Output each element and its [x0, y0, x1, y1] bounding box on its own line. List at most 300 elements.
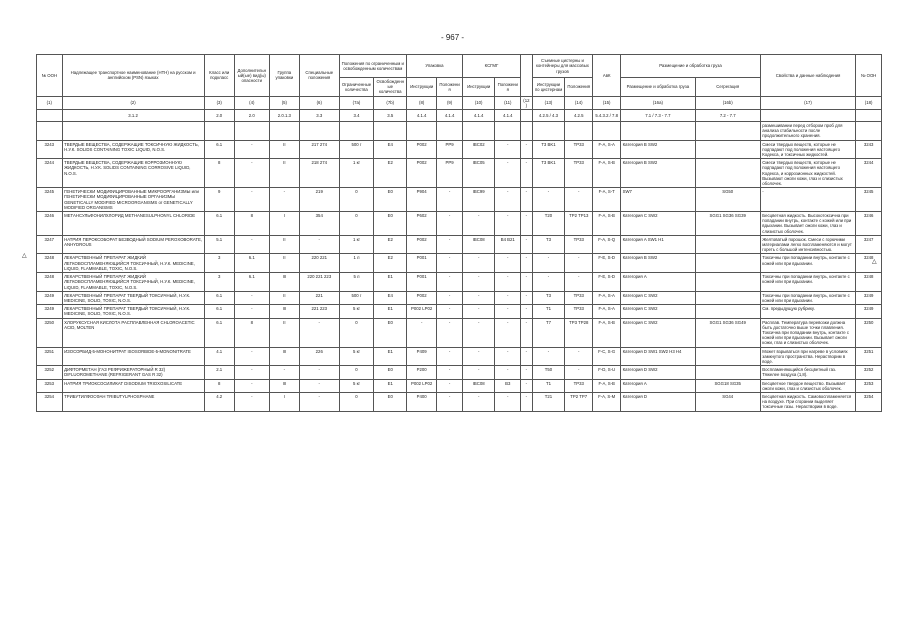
cell-ibi: - — [462, 273, 495, 292]
cell-pp: - — [437, 379, 463, 392]
cell-sub: 6.1 — [234, 273, 269, 292]
cell-un — [37, 122, 63, 141]
cell-un2: 3243 — [856, 140, 882, 159]
cell-pg: II — [269, 159, 299, 188]
column-number: (9) — [437, 96, 463, 109]
cell-x: - — [521, 188, 533, 212]
cell-prop: Расплав. Температура перевозки должна быть достаточно выше точки плавления. Токсична при попадании внутрь, контакте с кожей или при вдыхании. Вызывает ожоги кожи, глаз и слизистых оболочек. — [760, 318, 855, 347]
cell-sub: - — [234, 235, 269, 254]
cell-sto: Категория A — [621, 379, 695, 392]
cell-sub: - — [234, 392, 269, 411]
table-row — [37, 379, 882, 392]
cell-un2: 3250 — [856, 318, 882, 347]
cell-name: ТВЕРДЫЕ ВЕЩЕСТВА, СОДЕРЖАЩИЕ ТОКСИЧНУЮ ЖИДКОСТЬ, Н.У.К. SOLIDS CONTAINING TOXIC LIQUID, N.O.S. — [62, 140, 204, 159]
cell-cls: 8 — [204, 379, 234, 392]
cell-ibi: - — [462, 291, 495, 304]
cell-sp: 221 — [299, 291, 339, 304]
cell-prop: Бесцветная жидкость. Высокотоксична при попадании внутрь, контакте с кожей или при вдыхании. Вызывает ожоги кожи, глаз и слизистых оболочек. — [760, 212, 855, 236]
cell-x: - — [521, 254, 533, 273]
cell-un2: 3254 — [856, 392, 882, 411]
col-tank-i: Инструкции по цистернам — [532, 78, 565, 97]
cell-ibi: IBC02 — [462, 140, 495, 159]
cell-pp: - — [437, 318, 463, 347]
cell-cls: 6.1 — [204, 305, 234, 318]
cell-pg: II — [269, 235, 299, 254]
cell-ems: F-A, S-A — [593, 140, 621, 159]
cell-pi — [407, 122, 437, 141]
cell-pg: III — [269, 273, 299, 292]
cell-pg: I — [269, 392, 299, 411]
cell-name — [62, 122, 204, 141]
cell-x: - — [521, 273, 533, 292]
cell-name: ЛЕКАРСТВЕННЫЙ ПРЕПАРАТ ТВЕРДЫЙ ТОКСИЧНЫЙ, Н.У.К. MEDICINE, SOLID, TOXIC, N.O.S. — [62, 305, 204, 318]
cell-pi: P200 — [407, 366, 437, 379]
cell-lq: 500 г — [339, 291, 374, 304]
cell-prop: Бесцветное твердое вещество. Вызывает ожоги кожи, глаз и слизистых оболочек. — [760, 379, 855, 392]
col-subsidiary: Дополнительный(ые) вид(ы) опасности — [234, 55, 269, 97]
cell-pg: III — [269, 379, 299, 392]
cell-ti: - — [532, 273, 565, 292]
cell-pp: PP9 — [437, 140, 463, 159]
cell-un: 3245 — [37, 188, 63, 212]
cell-seg — [695, 235, 760, 254]
cell-pi: P002 — [407, 140, 437, 159]
column-ref — [521, 110, 533, 122]
cell-un2: 3245 — [856, 188, 882, 212]
column-ref: 4.2.5 — [565, 110, 593, 122]
cell-x: - — [521, 212, 533, 236]
col-name: Надлежащее транспортное наименование (НТН) на русском и английском (PSN) языках — [62, 55, 204, 97]
col-pi: Инструкции — [407, 78, 437, 97]
cell-eq: E1 — [374, 273, 407, 292]
cell-prop: Воспламеняющийся бесцветный газ. Тяжелее воздуха (1,8). — [760, 366, 855, 379]
cell-cls: 6.1 — [204, 291, 234, 304]
cell-ti: T1 — [532, 379, 565, 392]
column-number: (2) — [62, 96, 204, 109]
cell-un2 — [856, 122, 882, 141]
cell-ems: F-A, S-T — [593, 188, 621, 212]
cell-sp: - — [299, 318, 339, 347]
cell-pi: P602 — [407, 212, 437, 236]
column-number: (11) — [495, 96, 521, 109]
col-tank-group: Съемные цистерны и контейнеры для массовых грузов — [532, 55, 593, 78]
cell-prop: Токсичны при попадании внутрь, контакте с кожей или при вдыхании. — [760, 273, 855, 292]
cell-seg — [695, 122, 760, 141]
cell-seg: SG50 — [695, 188, 760, 212]
cell-ems: F-A, S-M — [593, 392, 621, 411]
cell-pp: - — [437, 392, 463, 411]
cell-seg — [695, 347, 760, 366]
column-number: (3) — [204, 96, 234, 109]
col-blank — [521, 55, 533, 97]
cell-sp: 221 223 — [299, 305, 339, 318]
col-limited-group: Положения по ограниченным и освобожденным количествам — [339, 55, 407, 78]
column-ref: 3.3 — [299, 110, 339, 122]
cell-ti: T21 — [532, 392, 565, 411]
cell-eq — [374, 122, 407, 141]
cell-eq: E0 — [374, 318, 407, 347]
cell-cls: 5.1 — [204, 235, 234, 254]
cell-ibp: - — [495, 392, 521, 411]
cell-ems: F-E, S-D — [593, 254, 621, 273]
cell-ibi: IBC08 — [462, 379, 495, 392]
cell-pg: - — [269, 366, 299, 379]
cell-x: - — [521, 159, 533, 188]
cell-un: 3249 — [37, 291, 63, 304]
column-number: (18) — [856, 96, 882, 109]
cell-pg: II — [269, 318, 299, 347]
cell-un: 3247 — [37, 235, 63, 254]
cell-pi: P002 — [407, 235, 437, 254]
cell-sto: SW7 — [621, 188, 695, 212]
cell-pg: II — [269, 254, 299, 273]
change-marker-right: △ — [872, 259, 877, 265]
cell-lq: 0 — [339, 366, 374, 379]
cell-prop: Может взрываться при нагреве в условиях замкнутого пространства. Нерастворим в воде. — [760, 347, 855, 366]
column-number: (13) — [532, 96, 565, 109]
cell-ti: T7 — [532, 318, 565, 347]
table-row — [37, 392, 882, 411]
cell-seg: SGG1 SG36 SG39 — [695, 212, 760, 236]
page-number: - 967 - — [440, 33, 465, 42]
cell-ibp: - — [495, 212, 521, 236]
cell-un: 3246 — [37, 212, 63, 236]
table-row — [37, 318, 882, 347]
cell-un: 3243 — [37, 140, 63, 159]
cell-pg — [269, 122, 299, 141]
cell-lq: 1 кг — [339, 235, 374, 254]
cell-ems: F-A, S-B — [593, 212, 621, 236]
column-number: (16b) — [695, 96, 760, 109]
cell-prop: Смеси твердых веществ, которые не подпадают под положения настоящего Кодекса, и коррозионных жидкостей. Вызывают ожоги кожи, глаз и слизистых оболочек. — [760, 159, 855, 188]
cell-tp: TP33 — [565, 235, 593, 254]
cell-un: 3251 — [37, 347, 63, 366]
cell-ibp: - — [495, 318, 521, 347]
cell-sto: Категория A SW1 H1 — [621, 235, 695, 254]
cell-prop: Смеси твердых веществ, которые не подпадают под положения настоящего Кодекса, и токсичных жидкостей. — [760, 140, 855, 159]
table-row — [37, 140, 882, 159]
cell-ibp: B3 — [495, 379, 521, 392]
cell-name: ЛЕКАРСТВЕННЫЙ ПРЕПАРАТ ЖИДКИЙ ЛЕГКОВОСПЛАМЕНЯЮЩИЙСЯ ТОКСИЧНЫЙ, Н.У.К. MEDICINE, LIQUID, FLAMMABLE, TOXIC, N.O.S. — [62, 273, 204, 292]
cell-pp — [437, 122, 463, 141]
cell-un: 3244 — [37, 159, 63, 188]
cell-un2: 3252 — [856, 366, 882, 379]
table-row — [37, 305, 882, 318]
cell-lq: 5 кг — [339, 347, 374, 366]
cell-ibi — [462, 122, 495, 141]
cell-pg: III — [269, 347, 299, 366]
cell-pi: - — [407, 318, 437, 347]
cell-cls — [204, 122, 234, 141]
cell-un2: 3247 — [856, 235, 882, 254]
cell-sto: Категория C SW2 — [621, 212, 695, 236]
cell-eq: E0 — [374, 366, 407, 379]
cell-prop: - — [760, 188, 855, 212]
cell-cls: 6.1 — [204, 140, 234, 159]
cell-ems: F-A, S-B — [593, 159, 621, 188]
cell-ti: T3 — [532, 291, 565, 304]
cell-ibp: - — [495, 254, 521, 273]
table-row — [37, 366, 882, 379]
cell-tp: TP2 TP13 — [565, 212, 593, 236]
col-stowage: Размещение и обработка груза — [621, 55, 761, 78]
cell-ems: F-C, S-G — [593, 347, 621, 366]
cell-ems: F-D, S-U — [593, 366, 621, 379]
cell-ibp: - — [495, 366, 521, 379]
cell-lq: 0 — [339, 212, 374, 236]
cell-cls: 6.1 — [204, 318, 234, 347]
cell-tp: TP33 — [565, 140, 593, 159]
cell-eq: E2 — [374, 254, 407, 273]
cell-ibi: - — [462, 366, 495, 379]
cell-sp: - — [299, 392, 339, 411]
table-row — [37, 159, 882, 188]
cell-pp: - — [437, 235, 463, 254]
cell-sub: - — [234, 305, 269, 318]
cell-seg: SG44 — [695, 392, 760, 411]
cell-lq — [339, 122, 374, 141]
col-un: № ООН — [37, 55, 63, 97]
cell-pi: P002 — [407, 159, 437, 188]
cell-x: - — [521, 347, 533, 366]
cell-lq: 0 — [339, 318, 374, 347]
cell-un: 3254 — [37, 392, 63, 411]
cell-ibp: - — [495, 159, 521, 188]
cell-ibp: B4 B21 — [495, 235, 521, 254]
cell-eq: E4 — [374, 291, 407, 304]
col-sp: Специальные положения — [299, 55, 339, 97]
cell-sto: Категория D — [621, 392, 695, 411]
cell-ibi: IBC05 — [462, 159, 495, 188]
cell-prop: См. предыдущую рубрику. — [760, 305, 855, 318]
cell-eq: E1 — [374, 379, 407, 392]
cell-ibp: - — [495, 305, 521, 318]
cell-un2: 3249 — [856, 291, 882, 304]
col-ems: АвК — [593, 55, 621, 97]
cell-sp: 218 274 — [299, 159, 339, 188]
cell-x: - — [521, 235, 533, 254]
cell-tp: - — [565, 254, 593, 273]
column-ref — [856, 110, 882, 122]
cell-pg: I — [269, 212, 299, 236]
cell-seg — [695, 366, 760, 379]
cell-seg — [695, 140, 760, 159]
cell-x: - — [521, 291, 533, 304]
cell-sto: Категория D SW2 — [621, 366, 695, 379]
cell-x — [521, 122, 533, 141]
column-numbers-row — [37, 96, 882, 109]
column-ref: 4.1.4 — [407, 110, 437, 122]
column-ref: 3.1.2 — [62, 110, 204, 122]
cell-pg: - — [269, 188, 299, 212]
cell-pp: - — [437, 273, 463, 292]
cell-lq: 500 г — [339, 140, 374, 159]
table-row — [37, 235, 882, 254]
cell-pp: - — [437, 291, 463, 304]
cell-un: 3252 — [37, 366, 63, 379]
cell-cls: 4.1 — [204, 347, 234, 366]
cell-tp: TP33 — [565, 159, 593, 188]
cell-un: 3250 — [37, 318, 63, 347]
column-ref: 4.1.4 — [437, 110, 463, 122]
cell-tp: TP33 — [565, 291, 593, 304]
cell-name: ТВЕРДЫЕ ВЕЩЕСТВА, СОДЕРЖАЩИЕ КОРРОЗИОННУЮ ЖИДКОСТЬ, Н.У.К. SOLIDS CONTAINING CORROSIVE LIQUID, N.O.S. — [62, 159, 204, 188]
cell-pg: II — [269, 291, 299, 304]
cell-sto — [621, 122, 695, 141]
cell-sub: 6.1 — [234, 254, 269, 273]
cell-name: ЛЕКАРСТВЕННЫЙ ПРЕПАРАТ ЖИДКИЙ ЛЕГКОВОСПЛАМЕНЯЮЩИЙСЯ ТОКСИЧНЫЙ, Н.У.К. MEDICINE, LIQUID, FLAMMABLE, TOXIC, N.O.S. — [62, 254, 204, 273]
cell-pi: P001 — [407, 273, 437, 292]
cell-x: - — [521, 140, 533, 159]
cell-lq: 1 л — [339, 254, 374, 273]
cell-ems: F-A, S-A — [593, 305, 621, 318]
cell-ems: F-A, S-B — [593, 379, 621, 392]
cell-seg — [695, 305, 760, 318]
column-number: (4) — [234, 96, 269, 109]
cell-sub: - — [234, 291, 269, 304]
cell-x: - — [521, 379, 533, 392]
cell-sp: 220 221 223 — [299, 273, 339, 292]
cell-name: НАТРИЯ ТРИОКСОСИЛИКАТ DISODIUM TRIOXOSILICATE — [62, 379, 204, 392]
column-ref — [37, 110, 63, 122]
cell-name: ИЗОСОРБИД-5-МОНОНИТРАТ ISOSORBIDE-5-MONONITRATE — [62, 347, 204, 366]
cell-sp: 354 — [299, 212, 339, 236]
cell-un: 3253 — [37, 379, 63, 392]
column-ref: 3.4 — [339, 110, 374, 122]
cell-pp: - — [437, 188, 463, 212]
cell-sp: 217 274 — [299, 140, 339, 159]
cell-ti: T3 — [532, 235, 565, 254]
cell-ti: T20 — [532, 212, 565, 236]
table-row — [37, 273, 882, 292]
cell-sub: - — [234, 140, 269, 159]
column-ref — [760, 110, 855, 122]
cell-tp: - — [565, 347, 593, 366]
cell-ti: T1 — [532, 305, 565, 318]
cell-sub: - — [234, 379, 269, 392]
cell-seg — [695, 159, 760, 188]
col-pg: Группа упаковки — [269, 55, 299, 97]
column-ref: 4.1.4 — [495, 110, 521, 122]
cell-ems — [593, 122, 621, 141]
cell-name: НАТРИЯ ПЕРОКСОБОРАТ БЕЗВОДНЫЙ SODIUM PEROXOBORATE, ANHYDROUS — [62, 235, 204, 254]
cell-pp: - — [437, 305, 463, 318]
cell-cls: 8 — [204, 159, 234, 188]
cell-un2: 3246 — [856, 212, 882, 236]
cell-sp: 220 221 — [299, 254, 339, 273]
cell-sub: - — [234, 188, 269, 212]
cell-un2: 3248 — [856, 273, 882, 292]
cell-ti: - — [532, 254, 565, 273]
cell-pi: P001 — [407, 254, 437, 273]
cell-sto: Категория B SW2 — [621, 140, 695, 159]
cell-un2: 3251 — [856, 347, 882, 366]
cell-lq: 0 — [339, 188, 374, 212]
change-marker-left: △ — [22, 253, 27, 259]
cell-ems: F-A, S-A — [593, 291, 621, 304]
cell-pp: - — [437, 212, 463, 236]
cell-ems: F-A, S-Q — [593, 235, 621, 254]
cell-seg — [695, 254, 760, 273]
col-class: Класс или подкласс — [204, 55, 234, 97]
cell-ibi: - — [462, 254, 495, 273]
cell-ibp: - — [495, 188, 521, 212]
column-number: (17) — [760, 96, 855, 109]
cell-sto: Категория D SW1 SW2 H3 H4 — [621, 347, 695, 366]
cell-un: 3248 — [37, 254, 63, 273]
cell-cls: 2.1 — [204, 366, 234, 379]
cell-name: ХЛОРУКСУСНАЯ КИСЛОТА РАСПЛАВЛЕННАЯ CHLOROACETIC ACID, MOLTEN — [62, 318, 204, 347]
column-ref: 4.2.5 / 4.3 — [532, 110, 565, 122]
cell-tp: TP33 — [565, 305, 593, 318]
col-pp: Положения — [437, 78, 463, 97]
cell-sub: 8 — [234, 212, 269, 236]
cell-cls: 3 — [204, 273, 234, 292]
column-ref: 7.2 - 7.7 — [695, 110, 760, 122]
cell-un2: 3253 — [856, 379, 882, 392]
column-ref: 3.5 — [374, 110, 407, 122]
cell-tp: TP3 TP28 — [565, 318, 593, 347]
cell-sp: 219 — [299, 188, 339, 212]
cell-cls: 6.1 — [204, 212, 234, 236]
cell-un2: 3248 — [856, 254, 882, 273]
table-row — [37, 188, 882, 212]
cell-sub: - — [234, 159, 269, 188]
cell-pg: II — [269, 140, 299, 159]
cell-sto: Категория A — [621, 273, 695, 292]
cell-seg: SGG1 SG36 SG49 — [695, 318, 760, 347]
cell-ibi: - — [462, 392, 495, 411]
cell-name: ДИФТОРМЕТАН (ГАЗ РЕФРИЖЕРАТОРНЫЙ R 32) DIFLUOROMETHANE (REFRIGERANT GAS R 32) — [62, 366, 204, 379]
cell-name: МЕТАНСУЛЬФОНИЛХЛОРИД METHANESULPHONYL CHLORIDE — [62, 212, 204, 236]
cell-prop: Бесцветная жидкость. Самовоспламеняется на воздухе. При сгорании выделяет токсичные газы. Нерастворим в воде. — [760, 392, 855, 411]
cell-un2: 3249 — [856, 305, 882, 318]
column-ref: 4.1.4 — [462, 110, 495, 122]
col-ibc-group: КСГМГ — [462, 55, 520, 78]
cell-pi: P002 LP02 — [407, 305, 437, 318]
cell-cls: 9 — [204, 188, 234, 212]
cell-eq: E1 — [374, 347, 407, 366]
cell-ibp: - — [495, 273, 521, 292]
col-ibc-i: Инструкции — [462, 78, 495, 97]
column-ref: 2.0 — [204, 110, 234, 122]
cell-name: ЛЕКАРСТВЕННЫЙ ПРЕПАРАТ ТВЕРДЫЙ ТОКСИЧНЫЙ, Н.У.К. MEDICINE, SOLID, TOXIC, N.O.S. — [62, 291, 204, 304]
cell-sto: Категория C SW2 — [621, 291, 695, 304]
cell-ti: - — [532, 188, 565, 212]
cell-un: 3248 — [37, 273, 63, 292]
cell-ibp — [495, 122, 521, 141]
cell-sto: Категория C SW2 — [621, 305, 695, 318]
cell-prop: Токсичны при попадании внутрь, контакте с кожей или при вдыхании. — [760, 254, 855, 273]
cell-cls: 4.2 — [204, 392, 234, 411]
cell-sp: 226 — [299, 347, 339, 366]
column-number: (5) — [269, 96, 299, 109]
cell-un2: 3244 — [856, 159, 882, 188]
cell-pp: - — [437, 254, 463, 273]
cell-eq: E0 — [374, 392, 407, 411]
cell-ibp: - — [495, 140, 521, 159]
cell-ibi: - — [462, 305, 495, 318]
cell-eq: E0 — [374, 188, 407, 212]
cell-lq: 5 кг — [339, 305, 374, 318]
cell-tp: TP33 — [565, 379, 593, 392]
cell-ti: T3 BK1 — [532, 140, 565, 159]
cell-ti: T50 — [532, 366, 565, 379]
cell-ti: T3 BK1 — [532, 159, 565, 188]
cell-sp: - — [299, 235, 339, 254]
cell-eq: E2 — [374, 159, 407, 188]
cell-ibp: - — [495, 347, 521, 366]
